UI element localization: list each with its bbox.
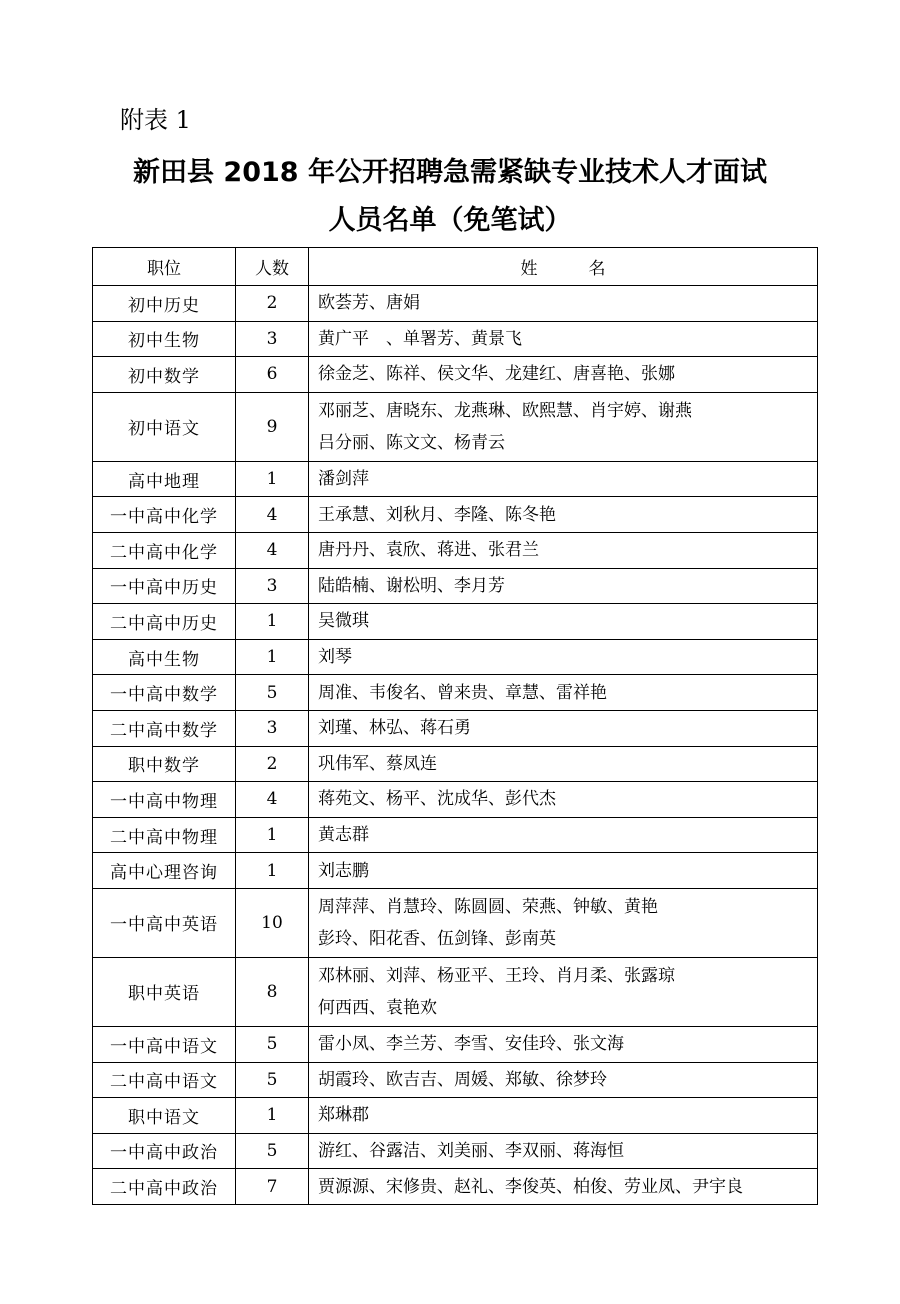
annex-label: 附表 1 bbox=[120, 106, 191, 134]
names-line: 吴微琪 bbox=[318, 611, 369, 632]
table-row bbox=[93, 1169, 818, 1205]
names-line: 邓林丽、刘萍、杨亚平、王玲、肖月柔、张露琼 bbox=[318, 965, 675, 986]
cell-names bbox=[309, 1133, 818, 1169]
cell-position: 一中高中历史 bbox=[93, 568, 236, 604]
cell-count: 5 bbox=[236, 675, 309, 711]
names-line: 雷小凤、李兰芳、李雪、安佳玲、张文海 bbox=[318, 1034, 624, 1055]
names-line: 潘剑萍 bbox=[318, 469, 369, 490]
cell-count: 1 bbox=[236, 1098, 309, 1134]
cell-position: 职中英语 bbox=[93, 957, 236, 1026]
cell-count: 2 bbox=[236, 746, 309, 782]
cell-position: 一中高中物理 bbox=[93, 782, 236, 818]
cell-count: 3 bbox=[236, 710, 309, 746]
names-line: 周萍萍、肖慧玲、陈圆圆、荣燕、钟敏、黄艳 bbox=[318, 896, 658, 917]
table-body bbox=[93, 286, 818, 1205]
table-row bbox=[93, 1026, 818, 1062]
table-row bbox=[93, 957, 818, 1026]
cell-position: 初中数学 bbox=[93, 357, 236, 393]
table-row bbox=[93, 532, 818, 568]
names-line: 蒋苑文、杨平、沈成华、彭代杰 bbox=[318, 789, 556, 810]
table-row bbox=[93, 888, 818, 957]
cell-position: 一中高中语文 bbox=[93, 1026, 236, 1062]
cell-position: 高中心理咨询 bbox=[93, 853, 236, 889]
cell-count: 4 bbox=[236, 497, 309, 533]
table-row bbox=[93, 392, 818, 461]
names-line: 邓丽芝、唐晓东、龙燕琳、欧熙慧、肖宇婷、谢燕 bbox=[318, 400, 692, 421]
cell-names bbox=[309, 1062, 818, 1098]
cell-count: 7 bbox=[236, 1169, 309, 1205]
table-row bbox=[93, 782, 818, 818]
cell-names bbox=[309, 357, 818, 393]
cell-position: 二中高中政治 bbox=[93, 1169, 236, 1205]
table-row bbox=[93, 497, 818, 533]
table-row bbox=[93, 817, 818, 853]
table-row bbox=[93, 357, 818, 393]
names-line: 吕分丽、陈文文、杨青云 bbox=[318, 432, 505, 453]
cell-position: 高中地理 bbox=[93, 461, 236, 497]
table-row bbox=[93, 1098, 818, 1134]
names-line: 黄志群 bbox=[318, 825, 369, 846]
names-line: 徐金芝、陈祥、侯文华、龙建红、唐喜艳、张娜 bbox=[318, 364, 675, 385]
cell-names bbox=[309, 461, 818, 497]
names-line: 游红、谷露洁、刘美丽、李双丽、蒋海恒 bbox=[318, 1140, 624, 1161]
cell-position: 二中高中历史 bbox=[93, 604, 236, 640]
cell-count: 2 bbox=[236, 286, 309, 322]
header-names: 姓 名 bbox=[309, 248, 818, 286]
table-row bbox=[93, 675, 818, 711]
document-title-line1: 新田县 2018 年公开招聘急需紧缺专业技术人才面试 bbox=[133, 157, 767, 188]
names-line: 陆皓楠、谢松明、李月芳 bbox=[318, 575, 505, 596]
cell-names bbox=[309, 1169, 818, 1205]
names-line: 彭玲、阳花香、伍剑锋、彭南英 bbox=[318, 928, 556, 949]
cell-names bbox=[309, 853, 818, 889]
cell-count: 4 bbox=[236, 532, 309, 568]
cell-position: 二中高中化学 bbox=[93, 532, 236, 568]
cell-names bbox=[309, 392, 818, 461]
cell-count: 1 bbox=[236, 853, 309, 889]
cell-position: 一中高中化学 bbox=[93, 497, 236, 533]
cell-count: 3 bbox=[236, 321, 309, 357]
cell-names bbox=[309, 568, 818, 604]
table-row bbox=[93, 853, 818, 889]
cell-names bbox=[309, 888, 818, 957]
cell-names bbox=[309, 639, 818, 675]
cell-position: 一中高中数学 bbox=[93, 675, 236, 711]
cell-count: 1 bbox=[236, 604, 309, 640]
names-line: 胡霞玲、欧吉吉、周媛、郑敏、徐梦玲 bbox=[318, 1069, 607, 1090]
cell-position: 高中生物 bbox=[93, 639, 236, 675]
candidates-table bbox=[92, 247, 818, 1205]
names-line: 刘琴 bbox=[318, 647, 352, 668]
cell-names bbox=[309, 710, 818, 746]
names-line: 郑琳郡 bbox=[318, 1105, 369, 1126]
names-line: 刘瑾、林弘、蒋石勇 bbox=[318, 718, 471, 739]
cell-names bbox=[309, 675, 818, 711]
cell-count: 10 bbox=[236, 888, 309, 957]
cell-count: 5 bbox=[236, 1062, 309, 1098]
table-row bbox=[93, 568, 818, 604]
cell-count: 6 bbox=[236, 357, 309, 393]
cell-names bbox=[309, 957, 818, 1026]
table-row bbox=[93, 1062, 818, 1098]
cell-count: 1 bbox=[236, 461, 309, 497]
cell-count: 1 bbox=[236, 817, 309, 853]
names-line: 何西西、袁艳欢 bbox=[318, 997, 437, 1018]
cell-names bbox=[309, 1026, 818, 1062]
cell-position: 一中高中英语 bbox=[93, 888, 236, 957]
names-line: 贾源源、宋修贵、赵礼、李俊英、柏俊、劳业凤、尹宇良 bbox=[318, 1176, 743, 1197]
table-row bbox=[93, 710, 818, 746]
cell-names bbox=[309, 497, 818, 533]
cell-count: 5 bbox=[236, 1026, 309, 1062]
cell-count: 8 bbox=[236, 957, 309, 1026]
names-line: 欧荟芳、唐娟 bbox=[318, 293, 420, 314]
cell-position: 职中语文 bbox=[93, 1098, 236, 1134]
document-title-line2: 人员名单（免笔试） bbox=[328, 205, 572, 236]
cell-names bbox=[309, 1098, 818, 1134]
cell-count: 3 bbox=[236, 568, 309, 604]
names-line: 周准、韦俊名、曾来贵、章慧、雷祥艳 bbox=[318, 682, 607, 703]
cell-position: 初中历史 bbox=[93, 286, 236, 322]
cell-count: 4 bbox=[236, 782, 309, 818]
table-row bbox=[93, 746, 818, 782]
header-count: 人数 bbox=[236, 248, 309, 286]
table-row bbox=[93, 461, 818, 497]
names-line: 唐丹丹、袁欣、蒋进、张君兰 bbox=[318, 540, 539, 561]
table-row bbox=[93, 604, 818, 640]
names-line: 王承慧、刘秋月、李隆、陈冬艳 bbox=[318, 504, 556, 525]
table-row bbox=[93, 286, 818, 322]
cell-names bbox=[309, 817, 818, 853]
names-line: 刘志鹏 bbox=[318, 860, 369, 881]
cell-names bbox=[309, 782, 818, 818]
names-line: 巩伟军、蔡凤连 bbox=[318, 753, 437, 774]
cell-names bbox=[309, 746, 818, 782]
cell-position: 初中语文 bbox=[93, 392, 236, 461]
cell-names bbox=[309, 286, 818, 322]
table-row bbox=[93, 639, 818, 675]
table-row bbox=[93, 321, 818, 357]
cell-count: 9 bbox=[236, 392, 309, 461]
table-header-row bbox=[93, 248, 818, 286]
cell-position: 职中数学 bbox=[93, 746, 236, 782]
cell-names bbox=[309, 321, 818, 357]
cell-count: 5 bbox=[236, 1133, 309, 1169]
cell-position: 二中高中物理 bbox=[93, 817, 236, 853]
cell-names bbox=[309, 532, 818, 568]
cell-position: 初中生物 bbox=[93, 321, 236, 357]
cell-names bbox=[309, 604, 818, 640]
header-position: 职位 bbox=[93, 248, 236, 286]
cell-position: 二中高中语文 bbox=[93, 1062, 236, 1098]
cell-position: 二中高中数学 bbox=[93, 710, 236, 746]
cell-count: 1 bbox=[236, 639, 309, 675]
cell-position: 一中高中政治 bbox=[93, 1133, 236, 1169]
names-line: 黄广平 、单署芳、黄景飞 bbox=[318, 328, 522, 349]
table-row bbox=[93, 1133, 818, 1169]
